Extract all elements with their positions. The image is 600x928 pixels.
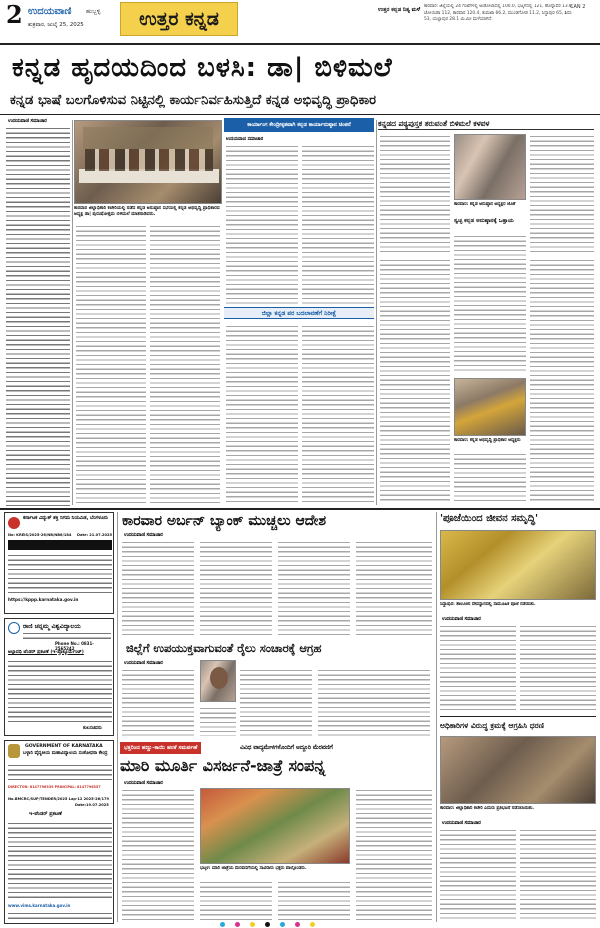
ad3-director: DIRECTOR: 8147796339 PRINCIPAL: 8147796357 — [8, 785, 101, 789]
right-headline-box — [378, 118, 594, 130]
rail-col-3 — [318, 668, 430, 736]
main-headline: ಕನ್ನಡ ಹೃದಯದಿಂದ ಬಳಸಿ: ಡಾ| ಬಿಳಿಮಲೆ — [12, 53, 393, 83]
jatre-col-1 — [122, 788, 194, 922]
rail-portrait — [200, 660, 236, 702]
right-column-text-2 — [530, 134, 594, 254]
column-divider-2 — [376, 120, 377, 505]
section-title: ಉತ್ತರ ಕನ್ನಡ — [139, 8, 219, 30]
protest-rule — [440, 716, 596, 717]
pooja-byline: ಉದಯವಾಣಿ ಸಮಾಚಾರ — [442, 617, 481, 622]
ad2-sign: ಕುಲಸಚಿವರು — [83, 726, 102, 731]
column-divider — [72, 120, 73, 505]
jatre-tagline — [120, 742, 432, 754]
jatre-col-4 — [356, 788, 432, 922]
protest-headline: ಅಧಿಕಾರಿಗಳ ವಿರುದ್ಧ ಕ್ರಮಕ್ಕೆ ಆಗ್ರಹಿಸಿ ಧರಣಿ — [440, 721, 545, 730]
ad2-body — [8, 659, 112, 723]
ad3-url[interactable]: www.vims.karnataka.gov.in — [8, 903, 71, 908]
ad-vims — [4, 740, 114, 924]
main-photo — [74, 120, 222, 204]
jatre-photo-caption: ಭಟ್ಕಳ: ಮಾರಿ ಜಾತ್ರೆಯ ಮೆರವಣಿಗೆಯಲ್ಲಿ ಸಾವಿರಾರು ಭಕ್ತರು ಪಾಲ್ಗೊಂಡರು. — [200, 866, 307, 871]
bank-col-1 — [122, 540, 194, 636]
bank-col-2 — [200, 540, 272, 636]
protest-photo — [440, 736, 596, 804]
ad3-org: ಬಳ್ಳಾರಿ ವೈದ್ಯಕೀಯ ಮಹಾವಿದ್ಯಾಲಯ ಸಂಶೋಧನಾ ಕೇಂದ್ರ — [23, 751, 108, 756]
right-subhead: ಸ್ವಚ್ಛ ಕನ್ನಡ ಅನುಷ್ಠಾನಕ್ಕೆ ಒತ್ತಾಯ — [454, 218, 514, 224]
ad2-logo — [8, 622, 20, 634]
ad1-ref: No: KREIS/2025-26/NB/NB6/184 — [8, 533, 72, 537]
pooja-col-2 — [520, 624, 596, 712]
ad2-address — [23, 631, 111, 639]
blue-banner — [224, 118, 374, 132]
photo-people — [85, 149, 213, 171]
can-tag: CAN 2 — [570, 4, 586, 10]
ad3-emblem — [8, 744, 20, 758]
pooja-caption: ಸಿದ್ದಾಪುರ: ತಾಲೂಕಿನ ದೇವಸ್ಥಾನದಲ್ಲಿ ಸಾಮೂಹಿಕ ಪೂಜೆ ನಡೆಯಿತು. — [440, 602, 536, 607]
blue-banner-text: ಕಾರ್ಯಾಂಗ ಕೇಂದ್ರೀಕೃತವಾಗಿ ಕನ್ನಡ ಕಾರ್ಯಾನುಷ್ಠಾನ ಚಿಂತನೆ — [247, 122, 351, 128]
jatre-col-2 — [200, 880, 272, 922]
ad2-org: ರಾಣಿ ಚನ್ನಮ್ಮ ವಿಶ್ವವಿದ್ಯಾಲಯ — [23, 623, 81, 630]
ad-kpcl — [4, 512, 114, 614]
mid-banner-text: ಜಿಲ್ಲಾ ಕನ್ನಡ ಪರ ಬದಲಾವಣೆಗೆ ನಿರೀಕ್ಷೆ — [261, 310, 337, 317]
ad3-footer — [8, 911, 112, 921]
bank-headline: ಕಾರವಾರ ಅರ್ಬನ್ ಬ್ಯಾಂಕ್ ಮುಚ್ಚಲು ಆದೇಶ — [122, 513, 327, 529]
reg-yellow-2 — [310, 922, 315, 927]
center-right-divider — [436, 512, 437, 922]
reg-black — [265, 922, 270, 927]
mid-lower-text-1 — [226, 324, 298, 504]
weather-label: ಉತ್ತರ ಕನ್ನಡ ನಿತ್ಯ ಮಳೆ — [378, 7, 421, 13]
pooja-photo — [440, 530, 596, 600]
ad-rcu — [4, 618, 114, 736]
protest-caption: ಕಾರವಾರ: ಜಿಲ್ಲಾಧಿಕಾರಿ ಕಚೇರಿ ಎದುರು ಪ್ರತಿಭಟನೆ ನಡೆಸಲಾಯಿತು. — [440, 806, 535, 811]
rail-portrait-face — [210, 667, 228, 689]
ad3-date: Date:19.07.2025 — [75, 803, 109, 807]
mid-column-2-text — [302, 144, 374, 304]
page-header — [0, 0, 600, 46]
bank-col-3 — [278, 540, 350, 636]
mid-byline: ಉದಯವಾಣಿ ಸಮಾಚಾರ — [226, 137, 264, 142]
bank-col-4 — [356, 540, 432, 636]
reg-cyan — [220, 922, 225, 927]
main-byline: ಉದಯವಾಣಿ ಸಮಾಚಾರ — [8, 119, 47, 124]
header-rule — [0, 43, 600, 45]
main-subheadline: ಕನ್ನಡ ಭಾಷೆ ಬಲಗೊಳಿಸುವ ನಿಟ್ಟಿನಲ್ಲಿ ಕಾರ್ಯನಿರ್ವಹಿಸುತ್ತಿದೆ ಕನ್ನಡ ಅಭಿವೃದ್ಧಿ ಪ್ರಾಧಿಕಾರ — [10, 93, 377, 108]
reg-magenta-2 — [295, 922, 300, 927]
section-banner — [120, 2, 238, 36]
pooja-headline: 'ಪೂಜೆಯಿಂದ ಜೀವನ ಸಮೃದ್ಧಿ' — [440, 513, 539, 524]
page-number: 2 — [6, 0, 23, 29]
reg-cyan-2 — [280, 922, 285, 927]
reg-magenta — [235, 922, 240, 927]
bank-byline: ಉದಯವಾಣಿ ಸಮಾಚಾರ — [124, 533, 163, 538]
rail-byline: ಉದಯವಾಣಿ ಸಮಾಚಾರ — [124, 661, 163, 666]
main-photo-caption: ಕಾರವಾರ ಜಿಲ್ಲಾಧಿಕಾರಿ ಕಚೇರಿಯಲ್ಲಿ ನಡೆದ ಕನ್ನಡ ಅನುಷ್ಠಾನ ಸಭೆಯಲ್ಲಿ ಕನ್ನಡ ಅಭಿವೃದ್ಧಿ ಪ್ರಾಧಿಕಾರದ ಅಧ್ಯಕ್ಷ ಡಾ| ಪುರುಷೋತ್ತಮ ಬಿಳಿಮಲೆ ಮಾತನಾಡಿದರು. — [74, 206, 220, 217]
paper-tag: ಹುಬ್ಬಳ್ಳಿ — [86, 8, 101, 15]
reg-yellow — [250, 922, 255, 927]
jatre-tag2: ವಿವಿಧ ವಾದ್ಯಮೇಳಗಳೊಂದಿಗೆ ಅದ್ದೂರಿ ಮೆರವಣಿಗೆ — [240, 745, 333, 751]
ad1-url[interactable]: https://kppp.karnataka.gov.in — [8, 597, 79, 602]
main-column-3-text — [150, 224, 220, 504]
mid-lower-text-2 — [302, 324, 374, 504]
main-column-1-text — [6, 126, 70, 506]
ad3-body — [8, 821, 112, 901]
right-photo-caption: ಕಾರವಾರ: ಕನ್ನಡ ಅನುಷ್ಠಾನ ಅಧ್ಯಕ್ಷರ ಜೊತೆ — [454, 202, 516, 207]
right-column-text — [380, 134, 450, 254]
right-headline: ಕನ್ನಡದ ಪಠ್ಯಪುಸ್ತಕ ತರುವಂತೆ ಬಿಳಿಮಲೆ ಕಳವಳ — [378, 119, 490, 128]
ad1-date: Date: 21.07.2025 — [77, 533, 112, 537]
rail-col-1 — [122, 668, 194, 736]
protest-byline: ಉದಯವಾಣಿ ಸಮಾಚಾರ — [442, 821, 481, 826]
pooja-col-1 — [440, 624, 516, 712]
rail-col-2 — [240, 668, 312, 736]
print-registration-marks — [220, 922, 380, 928]
mid-column-1-text — [226, 144, 298, 304]
paper-name: ಉದಯವಾಣಿ — [28, 6, 72, 17]
ad1-org: ಕರ್ನಾಟಕ ವಿದ್ಯುತ್ ಶಕ್ತಿ ನಿಗಮ ನಿಯಮಿತ, ಬೆಂಗಳೂರು — [23, 516, 108, 521]
right-lower-text-3 — [454, 452, 526, 504]
ad2-title: ಅಲ್ಪಾವಧಿ ಟೆಂಡರ್ ಪ್ರಕಟಣೆ (ಇ-ಪ್ರೊಕ್ಯೂರ್ಮೆಂಟ್) — [8, 650, 84, 655]
ad2-contact: Phone No.: 0831-2565242 — [55, 641, 94, 651]
ads-divider — [117, 512, 118, 922]
protest-col-1 — [440, 828, 516, 922]
right-lower-text-4 — [530, 258, 594, 504]
ad3-gov: GOVERNMENT OF KARNATAKA — [25, 744, 103, 749]
main-column-2-text — [76, 224, 146, 504]
ad1-logo — [8, 517, 20, 529]
photo-stage-backdrop — [83, 127, 213, 149]
ad1-title-bar — [8, 540, 112, 550]
headline-rule — [0, 114, 600, 115]
jatre-headline: ಮಾರಿ ಮೂರ್ತಿ ವಿಸರ್ಜನೆ-ಜಾತ್ರೆ ಸಂಪನ್ನ — [120, 756, 326, 775]
ad1-body — [8, 553, 112, 595]
side-photo — [454, 378, 526, 436]
ad3-ref: No.BMCRC/SUP/TENDER/2025 Lap-12 2025-26/179 — [8, 797, 109, 801]
side-photo-caption: ಕಾರವಾರ: ಕನ್ನಡ ಅಭಿವೃದ್ಧಿ ಪ್ರಾಧಿಕಾರ ಅಧ್ಯಕ್ಷರು — [454, 438, 521, 443]
ad3-notice: ಇ-ಟೆಂಡರ್ ಪ್ರಕಟಣೆ — [29, 811, 62, 817]
jatre-tag: ಭಕ್ತರಿಂದ ಹಣ್ಣು-ಕಾಯಿ ಹರಕೆ ಸಮರ್ಪಣೆ — [120, 742, 201, 754]
right-lower-text-2 — [380, 258, 450, 504]
date-line: ಶುಕ್ರವಾರ, ಜುಲೈ 25, 2025 — [28, 22, 84, 28]
photo-table — [79, 169, 219, 183]
section-rule — [0, 508, 600, 510]
weather-text: ಕಾರವಾರ: ಜಿಲ್ಲೆಯಲ್ಲಿ 24 ಗಂಟೆಗಳಲ್ಲಿ ಅಂಕೋಲಾದಲ್ಲಿ 100.0, ಭಟ್ಕಳದಲ್ಲಿ 121, ಹೊನ್ನಾವರ 13.6, ಜೋಯಿಡಾ 112, ಕಾರವಾರ 120.4, ಕುಮಟಾ 66.2, ಮುಂಡಗೋಡ 11.2, ಸಿದ್ದಾಪುರ 65, ಶಿರಸಿ 53, ಯಲ್ಲಾಪುರ 28.1 ಮಿ.ಮೀ ಮಳೆಯಾಗಿದೆ. — [424, 4, 574, 22]
jatre-col-3 — [278, 880, 350, 922]
rail-headline: ಜಿಲ್ಲೆಗೆ ಉಪಯುಕ್ತವಾಗುವಂತೆ ರೈಲು ಸಂಚಾರಕ್ಕೆ ಆಗ್ರಹ — [126, 641, 322, 655]
ad3-reg — [8, 763, 112, 783]
right-lower-text-1 — [454, 234, 526, 374]
jatre-byline: ಉದಯವಾಣಿ ಸಮಾಚಾರ — [124, 781, 163, 786]
rail-col-1b — [200, 706, 236, 736]
jatre-photo — [200, 788, 350, 864]
mid-banner — [224, 307, 374, 319]
protest-col-2 — [520, 828, 596, 922]
right-photo — [454, 134, 526, 200]
